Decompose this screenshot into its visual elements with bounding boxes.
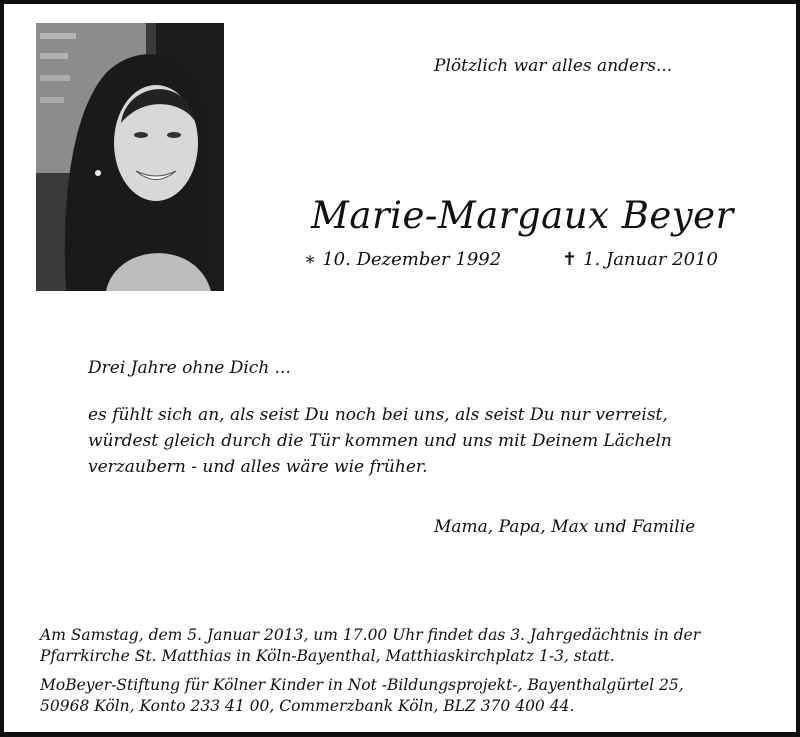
memorial-text-line: verzaubern - und alles wäre wie früher. bbox=[88, 457, 428, 477]
lead-line: Drei Jahre ohne Dich ... bbox=[88, 358, 291, 378]
cross-icon: ✝ bbox=[562, 249, 578, 270]
memorial-text-line: würdest gleich durch die Tür kommen und uns mit Deinem Lächeln bbox=[88, 431, 672, 451]
service-info-line: Pfarrkirche St. Matthias in Köln-Bayenthal, Matthiaskirchplatz 1-3, statt. bbox=[40, 647, 615, 665]
death-date-line bbox=[562, 249, 718, 270]
signature: Mama, Papa, Max und Familie bbox=[434, 517, 696, 537]
death-date: 1. Januar 2010 bbox=[583, 249, 718, 270]
service-info bbox=[40, 625, 700, 667]
memorial-text-line: es fühlt sich an, als seist Du noch bei uns, als seist Du nur verreist, bbox=[88, 405, 668, 425]
deceased-name: Marie-Margaux Beyer bbox=[311, 194, 734, 237]
donation-info-line: MoBeyer-Stiftung für Kölner Kinder in Not -Bildungsprojekt-, Bayenthalgürtel 25, bbox=[40, 676, 684, 694]
tagline: Plötzlich war alles anders... bbox=[434, 56, 673, 76]
service-info-line: Am Samstag, dem 5. Januar 2013, um 17.00 Uhr findet das 3. Jahrgedächtnis in der bbox=[40, 626, 701, 644]
birth-date-line bbox=[304, 249, 501, 270]
portrait-photo bbox=[36, 23, 224, 291]
donation-info bbox=[40, 675, 684, 717]
birth-date: 10. Dezember 1992 bbox=[322, 249, 502, 270]
birth-star-icon: ∗ bbox=[304, 249, 317, 270]
donation-info-line: 50968 Köln, Konto 233 41 00, Commerzbank Köln, BLZ 370 400 44. bbox=[40, 697, 575, 715]
memorial-text bbox=[88, 402, 672, 480]
